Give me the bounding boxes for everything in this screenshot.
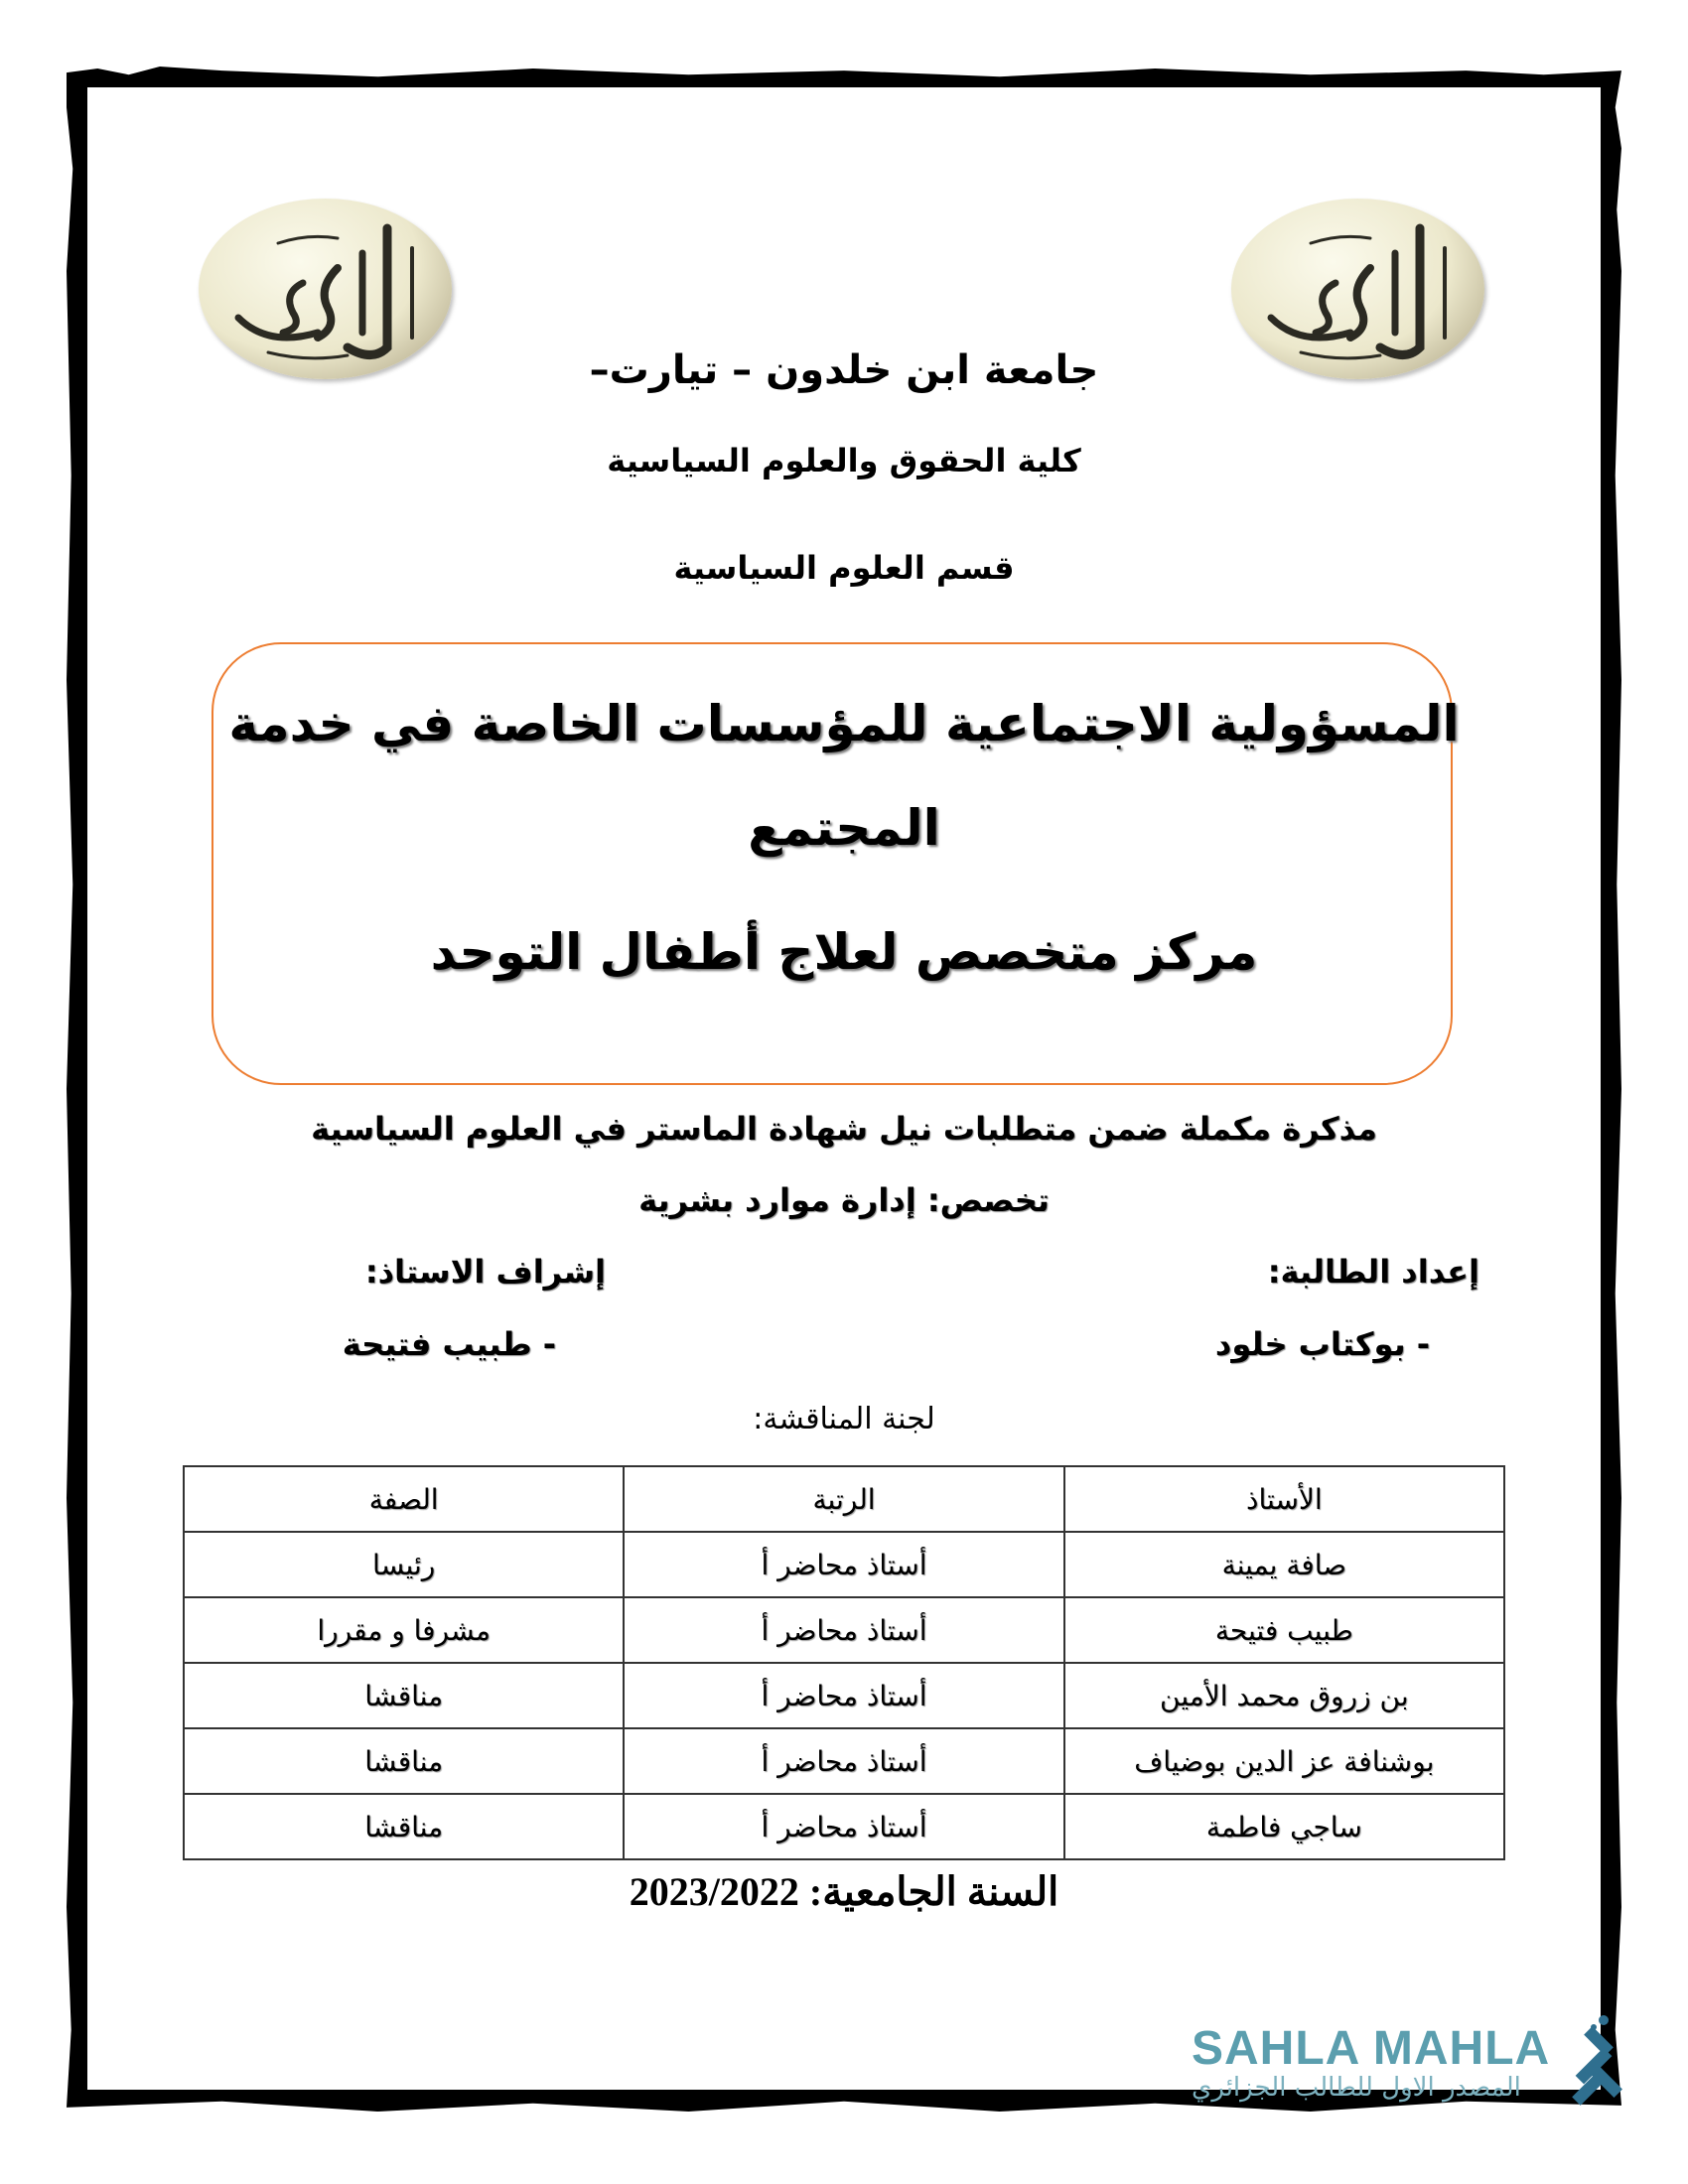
supervisor-label: إشراف الاستاذ: [364, 1253, 606, 1291]
watermark-brand: SAHLA MAHLA [1192, 2022, 1551, 2075]
professor-name: بوشنافة عز الدين بوضياف [1064, 1728, 1504, 1794]
academic-year: السنة الجامعية: 2023/2022 [629, 1869, 1059, 1914]
watermark [1192, 2022, 1569, 2103]
memo-description: مذكرة مكملة ضمن متطلبات نيل شهادة الماستر في العلوم السياسية [311, 1110, 1377, 1148]
professor-rank: أستاذ محاضر أ [624, 1532, 1063, 1597]
table-row [184, 1728, 1504, 1794]
header-role: الصفة [184, 1466, 624, 1532]
professor-role: رئيسا [184, 1532, 624, 1597]
table-row [184, 1532, 1504, 1597]
table-row [184, 1597, 1504, 1663]
watermark-tagline: المصدر الاول للطالب الجزائري [1192, 2073, 1521, 2103]
department-name: قسم العلوم السياسية [673, 549, 1015, 587]
professor-rank: أستاذ محاضر أ [624, 1794, 1063, 1859]
professor-role: مناقشا [184, 1794, 624, 1859]
professor-name: بن زروق محمد الأمين [1064, 1663, 1504, 1728]
thesis-title-line-1: المسؤولية الاجتماعية للمؤسسات الخاصة في خدمة [228, 695, 1460, 752]
professor-rank: أستاذ محاضر أ [624, 1597, 1063, 1663]
specialty: تخصص: إدارة موارد بشرية [638, 1181, 1050, 1219]
committee-table [183, 1465, 1505, 1860]
professor-role: مشرفا و مقررا [184, 1597, 624, 1663]
university-name: جامعة ابن خلدون – تيارت– [589, 347, 1099, 393]
header-professor: الأستاذ [1064, 1466, 1504, 1532]
thesis-subtitle: مركز متخصص لعلاج أطفال التوحد [430, 923, 1258, 981]
thesis-title-line-2: المجتمع [748, 799, 940, 857]
student-label: إعداد الطالبة: [1267, 1253, 1479, 1291]
professor-rank: أستاذ محاضر أ [624, 1728, 1063, 1794]
student-name: - بوكتاب خلود [1214, 1325, 1430, 1363]
supervisor-name: - طبيب فتيحة [342, 1325, 556, 1363]
professor-name: صافة يمينة [1064, 1532, 1504, 1597]
professor-rank: أستاذ محاضر أ [624, 1663, 1063, 1728]
watermark-logo-icon [1564, 2005, 1633, 2115]
professor-role: مناقشا [184, 1728, 624, 1794]
professor-role: مناقشا [184, 1663, 624, 1728]
committee-label: لجنة المناقشة: [753, 1402, 935, 1436]
header-rank: الرتبة [624, 1466, 1063, 1532]
professor-name: طبيب فتيحة [1064, 1597, 1504, 1663]
table-row [184, 1794, 1504, 1859]
table-row [184, 1663, 1504, 1728]
table-header-row [184, 1466, 1504, 1532]
professor-name: ساجي فاطمة [1064, 1794, 1504, 1859]
faculty-name: كلية الحقوق والعلوم السياسية [607, 442, 1081, 479]
